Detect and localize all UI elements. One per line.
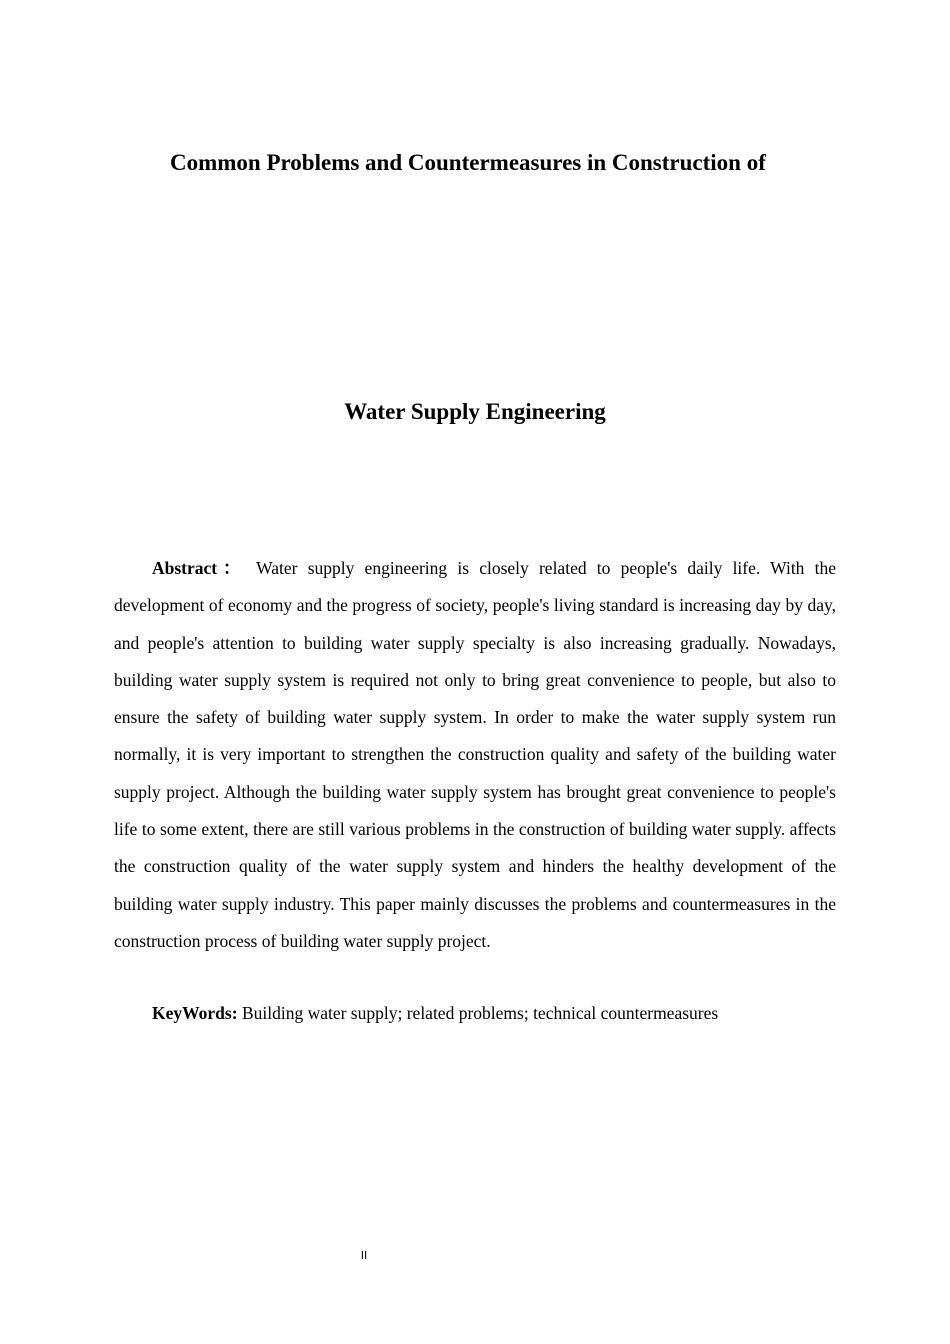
abstract-label: Abstract：: [152, 558, 247, 578]
keywords-text: Building water supply; related problems; technical countermeasures: [241, 1003, 719, 1023]
keywords-line: [152, 997, 718, 1029]
abstract-paragraph: [114, 550, 836, 960]
abstract-text: Water supply engineering is closely related to people's daily life. With the development of economy and the progress of society, people's living standard is increasing day by day, and people's attention to building water supply specialty is also increasing gradually. Nowadays, building water supply system is required not only to bring great convenience to people, but also to ensure the safety of building water supply system. In order to make the water supply system run normally, it is very important to strengthen the construction quality and safety of the building water supply project. Although the building water supply system has brought great convenience to people's life to some extent, there are still various problems in the construction of building water supply. affects the construction quality of the water supply system and hinders the healthy development of the building water supply industry. This paper mainly discusses the problems and countermeasures in the construction process of building water supply project.: [114, 558, 837, 951]
paper-title-line-2: Water Supply Engineering: [344, 399, 606, 424]
abstract-section: [114, 550, 836, 960]
keywords-label: KeyWords:: [152, 1003, 238, 1023]
page-number: II: [360, 1249, 368, 1262]
paper-title-line-1: Common Problems and Countermeasures in Construction of: [170, 150, 766, 175]
